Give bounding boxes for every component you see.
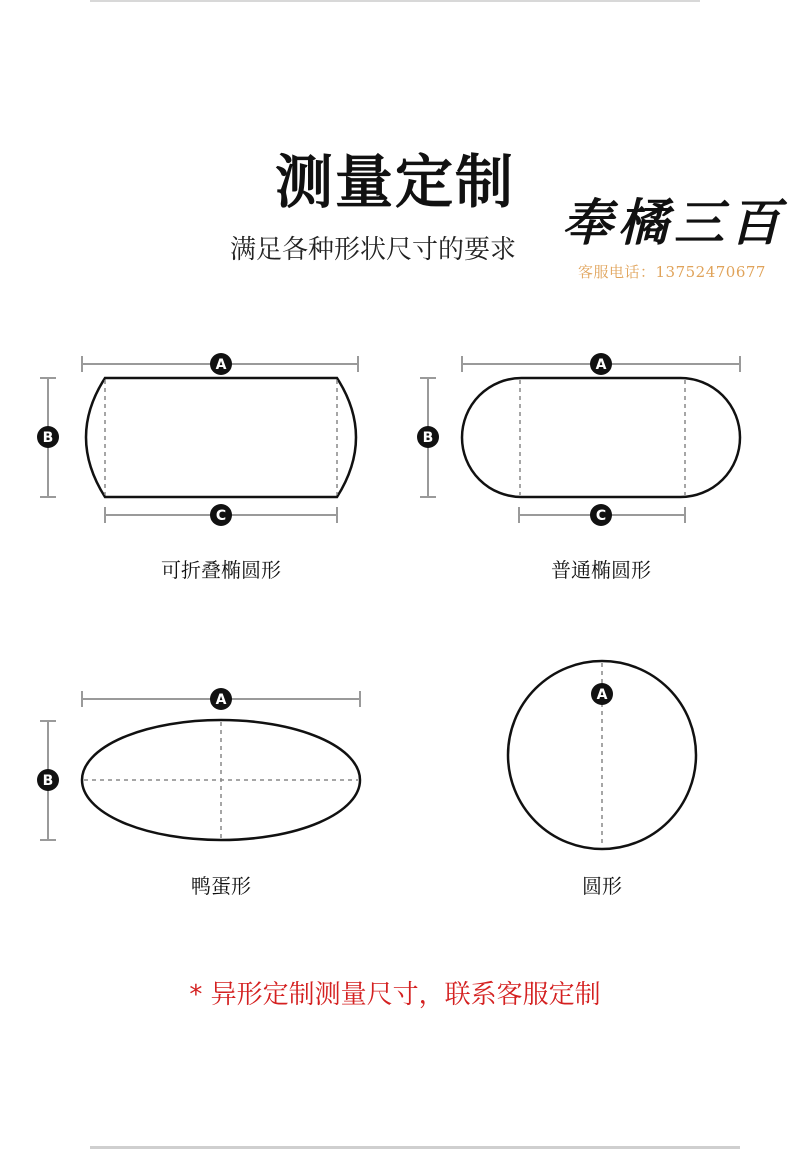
marker-a	[590, 353, 612, 375]
svg-text:A: A	[215, 692, 227, 708]
svg-text:B: B	[42, 773, 54, 789]
shape-foldable-oval	[37, 353, 358, 526]
brand-logo-text: 奉橘三百	[562, 193, 786, 252]
page-subtitle: 满足各种形状尺寸的要求	[230, 235, 517, 265]
regular-oval-outline	[462, 378, 740, 497]
custom-note: * 异形定制测量尺寸，联系客服定制	[189, 980, 601, 1010]
brand-phone: 客服电话：13752470677	[578, 263, 766, 281]
shape-circle	[508, 661, 696, 849]
shape-regular-oval	[417, 353, 740, 526]
marker-c	[210, 504, 232, 526]
shape-label-foldable-oval: 可折叠椭圆形	[161, 558, 281, 582]
arc-boundary-lines	[520, 380, 685, 495]
shape-label-circle: 圆形	[582, 874, 622, 898]
foldable-oval-outline	[86, 378, 356, 497]
svg-text:A: A	[595, 357, 607, 373]
shape-label-regular-oval: 普通椭圆形	[551, 558, 651, 582]
page-title: 测量定制	[274, 148, 515, 216]
fold-lines	[105, 380, 337, 495]
marker-a	[591, 683, 613, 705]
svg-text:A: A	[215, 357, 227, 373]
svg-text:C: C	[215, 508, 227, 524]
center-axes	[84, 722, 358, 838]
svg-text:B: B	[422, 430, 434, 446]
marker-a	[210, 688, 232, 710]
marker-a	[210, 353, 232, 375]
marker-b	[417, 426, 439, 448]
marker-c	[590, 504, 612, 526]
marker-b	[37, 769, 59, 791]
shape-egg	[37, 688, 360, 840]
shape-label-egg: 鸭蛋形	[191, 874, 251, 898]
svg-text:A: A	[596, 687, 608, 703]
svg-text:C: C	[595, 508, 607, 524]
svg-text:B: B	[42, 430, 54, 446]
marker-b	[37, 426, 59, 448]
